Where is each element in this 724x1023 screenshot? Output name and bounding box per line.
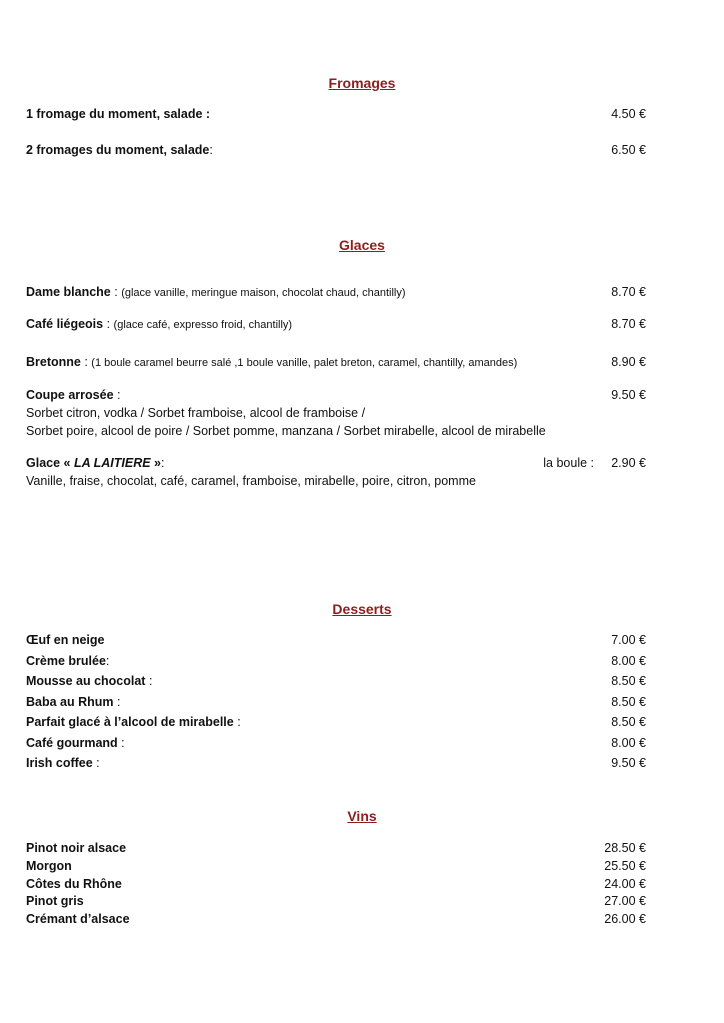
wine-price: 26.00 €	[604, 912, 646, 926]
item-suffix: :	[92, 756, 100, 770]
item-name: Bretonne	[26, 355, 81, 369]
item-name: Baba au Rhum	[26, 694, 114, 709]
menu-item	[26, 353, 646, 372]
item-description: (1 boule caramel beurre salé ,1 boule vanille, palet breton, caramel, chantilly, amandes)	[91, 357, 518, 369]
item-description: (glace vanille, meringue maison, chocolat chaud, chantilly)	[121, 287, 406, 299]
laitiere-colon: :	[161, 456, 165, 470]
item-price: 8.00 €	[611, 735, 646, 750]
item-price: 6.50 €	[611, 143, 646, 157]
item-price: 9.50 €	[611, 756, 646, 770]
wine-name: Morgon	[26, 859, 72, 873]
laitiere-brand: LA LAITIERE	[73, 456, 151, 470]
item-suffix: :	[113, 694, 121, 709]
wine-price: 24.00 €	[604, 877, 646, 891]
vins-heading: Vins	[347, 808, 377, 824]
item-name: Café gourmand	[26, 735, 118, 750]
laitiere-item	[26, 454, 646, 472]
laitiere-suffix: »	[150, 456, 162, 470]
item-price: 8.90 €	[611, 355, 646, 369]
fromages-heading: Fromages	[328, 75, 396, 91]
item-sep: :	[110, 285, 122, 299]
wine-name: Pinot noir alsace	[26, 841, 127, 855]
coupe-arrosee-item	[26, 386, 646, 404]
laitiere-prefix: Glace «	[26, 456, 74, 470]
item-sep: :	[80, 355, 92, 369]
wine-item	[26, 892, 646, 910]
item-price: 4.50 €	[611, 107, 646, 121]
wine-name: Pinot gris	[26, 894, 84, 908]
menu-item	[26, 105, 646, 123]
wine-price: 27.00 €	[604, 894, 646, 908]
item-price: 8.00 €	[611, 653, 646, 668]
item-name: Dame blanche	[26, 285, 111, 299]
item-name: Crème brulée	[26, 653, 106, 668]
item-price: 8.70 €	[611, 285, 646, 299]
item-price: 8.50 €	[611, 694, 646, 709]
item-price: 8.50 €	[611, 674, 646, 688]
laitiere-flavors: Vanille, fraise, chocolat, café, caramel, framboise, mirabelle, poire, citron, pomme	[26, 474, 476, 488]
menu-item	[26, 672, 646, 690]
item-suffix: :	[105, 653, 110, 668]
desserts-heading: Desserts	[332, 601, 392, 617]
item-name: Café liégeois	[26, 317, 104, 331]
menu-item	[26, 315, 646, 334]
item-price: 9.50 €	[611, 388, 646, 402]
wine-item	[26, 910, 646, 928]
coupe-flavors-line-2: Sorbet poire, alcool de poire / Sorbet pomme, manzana / Sorbet mirabelle, alcool de mirabelle	[26, 424, 546, 438]
wine-price: 28.50 €	[604, 841, 646, 855]
item-suffix: :	[145, 674, 153, 688]
menu-item	[26, 713, 646, 731]
item-price: 8.70 €	[611, 317, 646, 331]
item-price: 2.90 €	[611, 456, 646, 470]
item-price: 8.50 €	[611, 715, 646, 729]
item-name: 1 fromage du moment, salade :	[26, 107, 211, 121]
menu-item	[26, 734, 646, 752]
item-sep: :	[113, 388, 121, 402]
glaces-heading: Glaces	[339, 237, 385, 253]
item-name: Mousse au chocolat	[26, 674, 146, 688]
item-suffix: :	[117, 735, 125, 750]
wine-item	[26, 875, 646, 893]
item-name: Coupe arrosée	[26, 388, 114, 402]
menu-item	[26, 754, 646, 772]
unit-label: la boule :	[543, 456, 594, 470]
item-suffix: :	[233, 715, 241, 729]
menu-item	[26, 283, 646, 302]
item-price: 7.00 €	[611, 633, 646, 647]
wine-name: Crémant d’alsace	[26, 912, 130, 926]
menu-item	[26, 631, 646, 649]
wine-item	[26, 839, 646, 857]
menu-item	[26, 693, 646, 711]
wine-price: 25.50 €	[604, 859, 646, 873]
item-name: Irish coffee	[26, 756, 93, 770]
wine-name: Côtes du Rhône	[26, 877, 122, 891]
item-name: Œuf en neige	[26, 633, 105, 647]
coupe-flavors-line-1: Sorbet citron, vodka / Sorbet framboise, alcool de framboise /	[26, 406, 366, 420]
item-suffix: :	[209, 143, 213, 157]
menu-item	[26, 141, 646, 159]
item-sep: :	[103, 317, 114, 331]
wine-item	[26, 857, 646, 875]
menu-item	[26, 652, 646, 670]
item-description: (glace café, expresso froid, chantilly)	[113, 319, 293, 331]
item-name: 2 fromages du moment, salade	[26, 143, 210, 157]
item-name: Parfait glacé à l’alcool de mirabelle	[26, 715, 234, 729]
